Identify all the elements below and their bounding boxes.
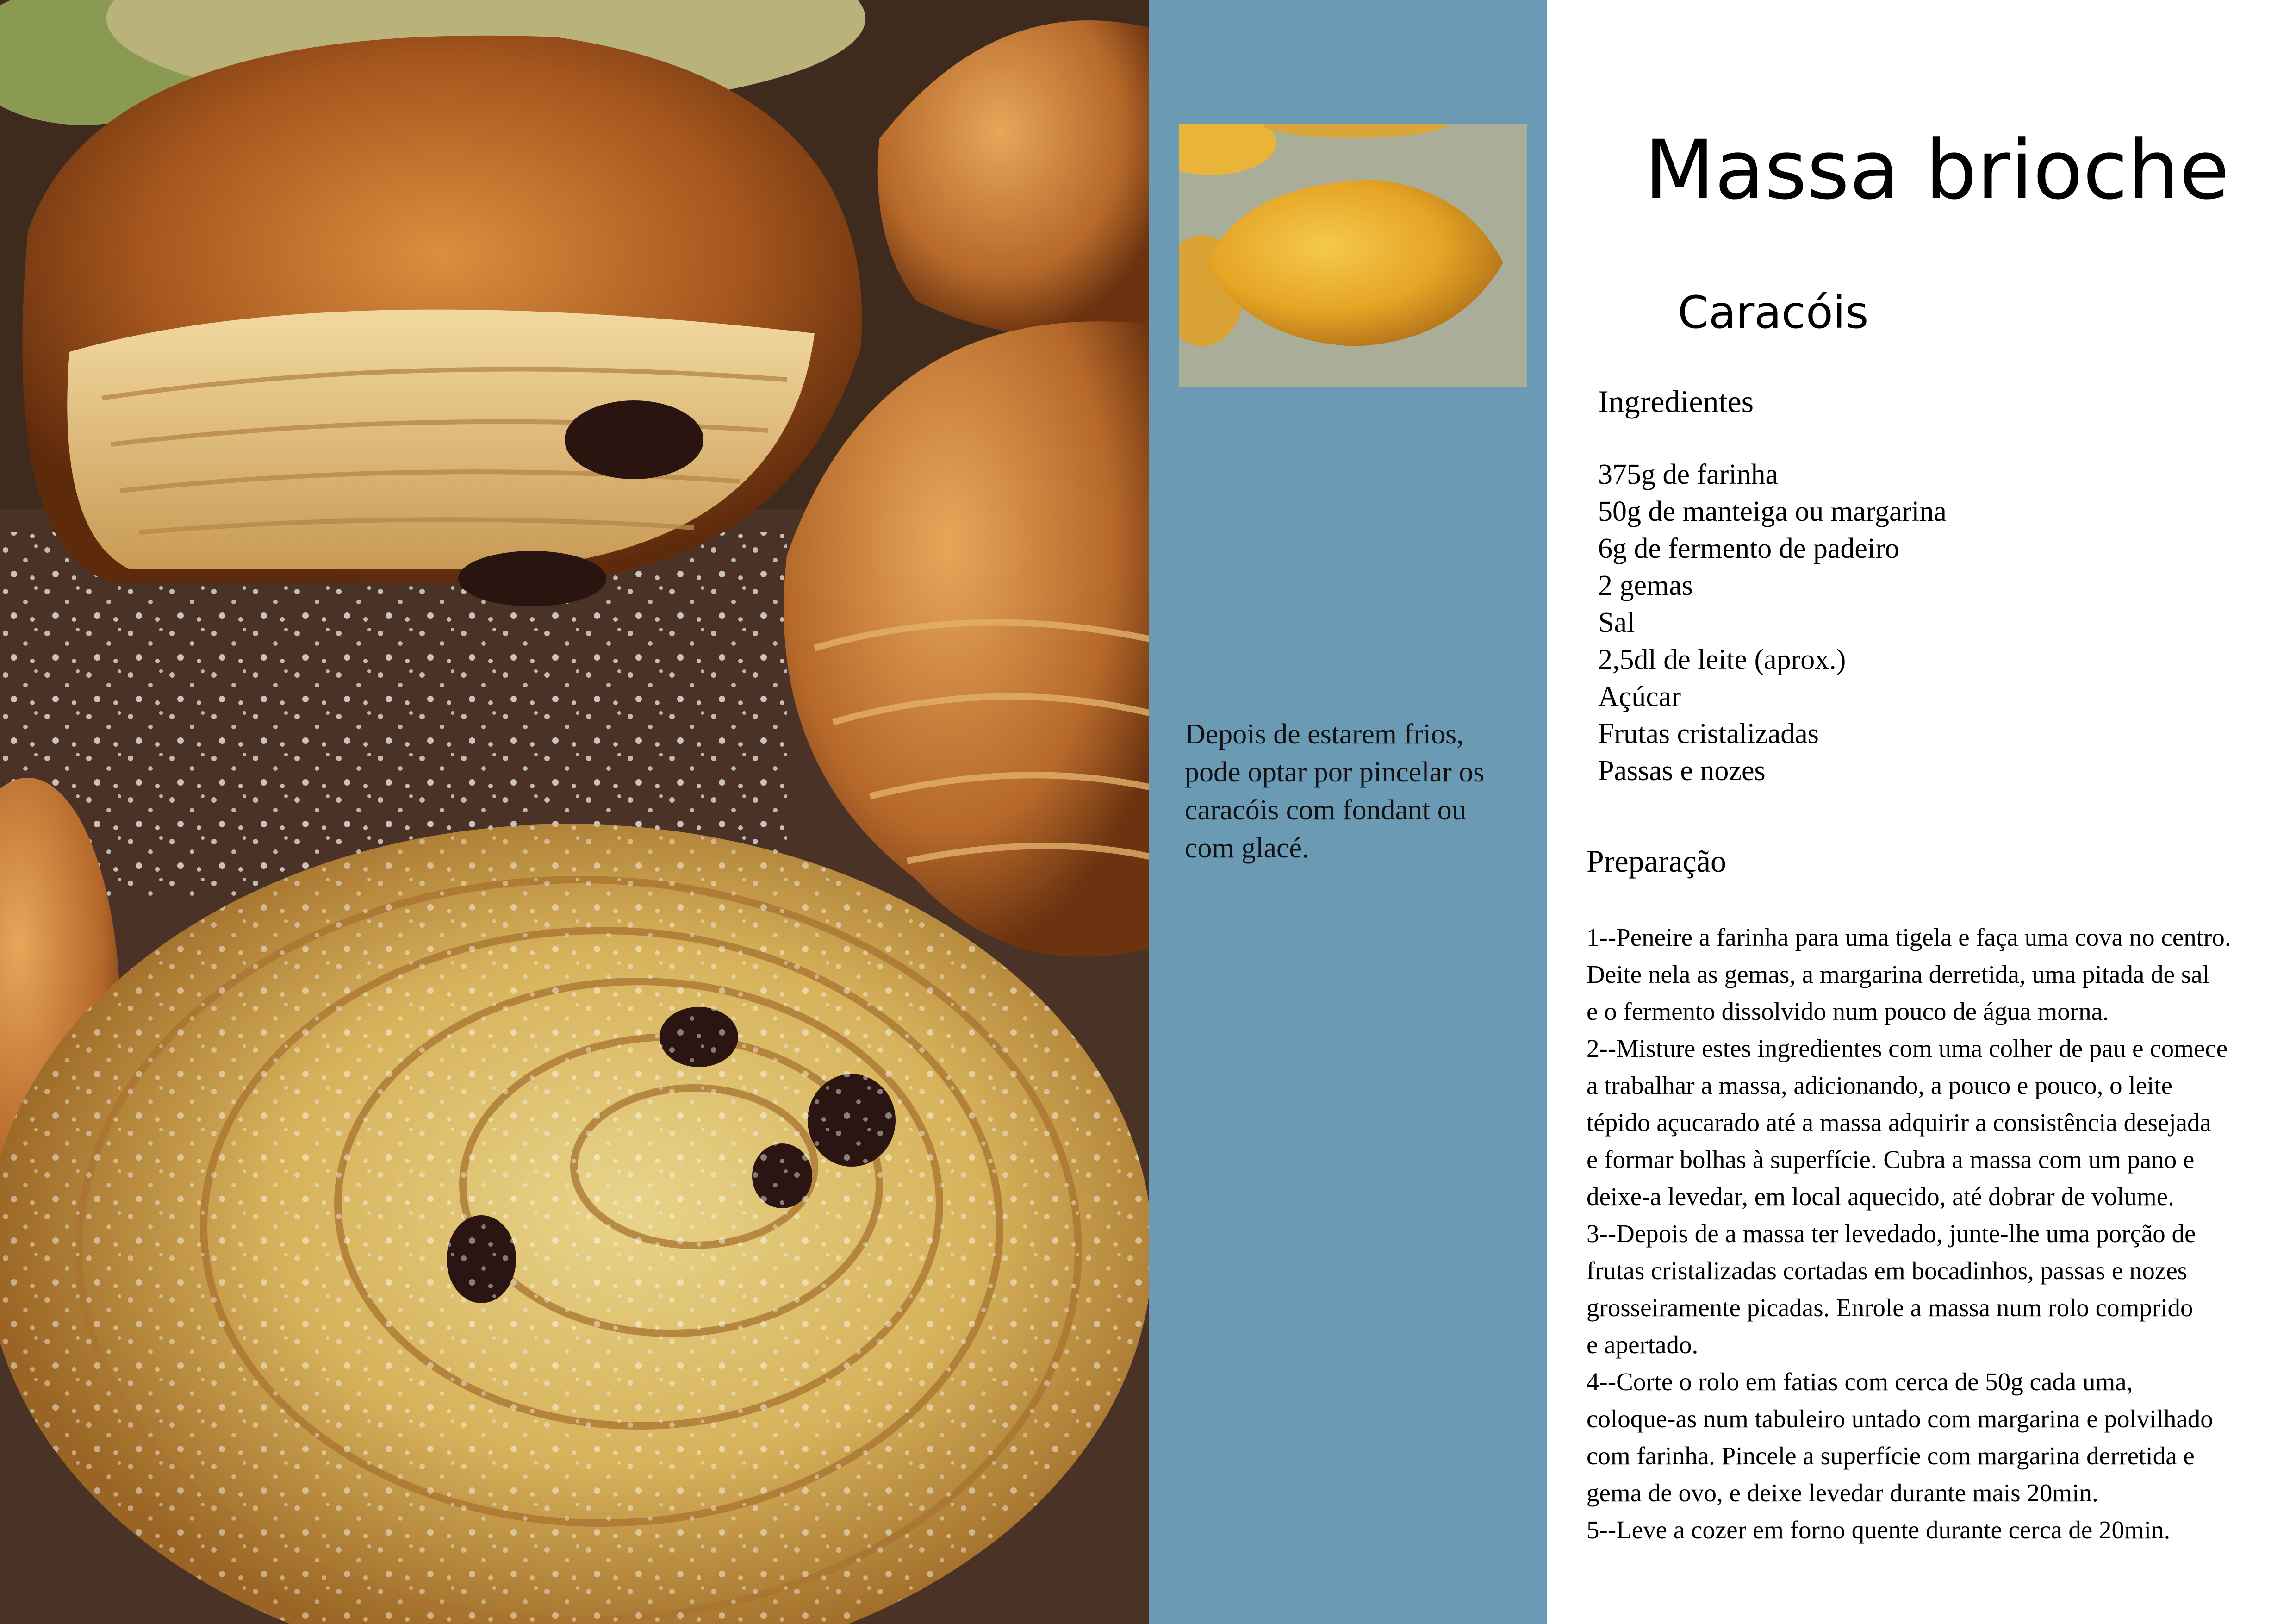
preparation-line: deixe-a levedar, em local aquecido, até dobrar de volume. xyxy=(1587,1182,2174,1211)
ingredient-item: 2,5dl de leite (aprox.) xyxy=(1598,644,1846,675)
baked-bun-photo xyxy=(1179,124,1527,387)
preparation-line: 4--Corte o rolo em fatias com cerca de 50g cada uma, xyxy=(1587,1368,2133,1396)
preparation-line: tépido açucarado até a massa adquirir a consistência desejada xyxy=(1587,1108,2211,1137)
preparation-line: Deite nela as gemas, a margarina derretida, uma pitada de sal xyxy=(1587,960,2209,988)
ingredient-item: Passas e nozes xyxy=(1598,755,1766,787)
preparation-line: a trabalhar a massa, adicionando, a pouco e pouco, o leite xyxy=(1587,1071,2173,1099)
ingredients-heading: Ingredientes xyxy=(1598,384,1754,419)
ingredient-item: 6g de fermento de padeiro xyxy=(1598,533,1899,564)
recipe-panel xyxy=(1547,0,2296,1624)
ingredient-item: Açúcar xyxy=(1598,681,1681,712)
preparation-line: e apertado. xyxy=(1587,1330,1699,1359)
ingredient-item: 50g de manteiga ou margarina xyxy=(1598,496,1947,527)
preparation-line: grosseiramente picadas. Enrole a massa num rolo comprido xyxy=(1587,1293,2193,1322)
preparation-line: frutas cristalizadas cortadas em bocadinhos, passas e nozes xyxy=(1587,1256,2188,1285)
preparation-line: com farinha. Pincele a superfície com margarina derretida e xyxy=(1587,1442,2195,1470)
serving-note-line: caracóis com fondant ou xyxy=(1185,794,1466,826)
preparation-line: 2--Misture estes ingredientes com uma colher de pau e comece xyxy=(1587,1034,2228,1062)
preparation-line: 1--Peneire a farinha para uma tigela e faça uma cova no centro. xyxy=(1587,923,2231,951)
preparation-line: 5--Leve a cozer em forno quente durante cerca de 20min. xyxy=(1587,1516,2171,1544)
ingredient-item: Frutas cristalizadas xyxy=(1598,718,1819,750)
serving-note-line: pode optar por pincelar os xyxy=(1185,756,1485,788)
preparation-heading: Preparação xyxy=(1587,843,1727,879)
preparation-line: coloque-as num tabuleiro untado com margarina e polvilhado xyxy=(1587,1405,2213,1433)
ingredient-item: 2 gemas xyxy=(1598,570,1693,601)
serving-note-line: Depois de estarem frios, xyxy=(1185,718,1464,750)
preparation-line: e o fermento dissolvido num pouco de água morna. xyxy=(1587,997,2109,1025)
ingredients-list xyxy=(1598,456,1947,789)
serving-note-line: com glacé. xyxy=(1185,832,1309,864)
preparation-line: gema de ovo, e deixe levedar durante mais 20min. xyxy=(1587,1479,2098,1507)
recipe-title: Massa brioche xyxy=(1644,123,2230,218)
recipe-subtitle: Caracóis xyxy=(1678,287,1869,338)
preparation-line: e formar bolhas à superfície. Cubra a massa com um pano e xyxy=(1587,1145,2195,1174)
serving-note xyxy=(1185,715,1537,867)
preparation-steps xyxy=(1587,919,2295,1549)
ingredient-item: Sal xyxy=(1598,607,1635,638)
preparation-line: 3--Depois de a massa ter levedado, junte-lhe uma porção de xyxy=(1587,1219,2196,1248)
ingredient-item: 375g de farinha xyxy=(1598,459,1779,490)
